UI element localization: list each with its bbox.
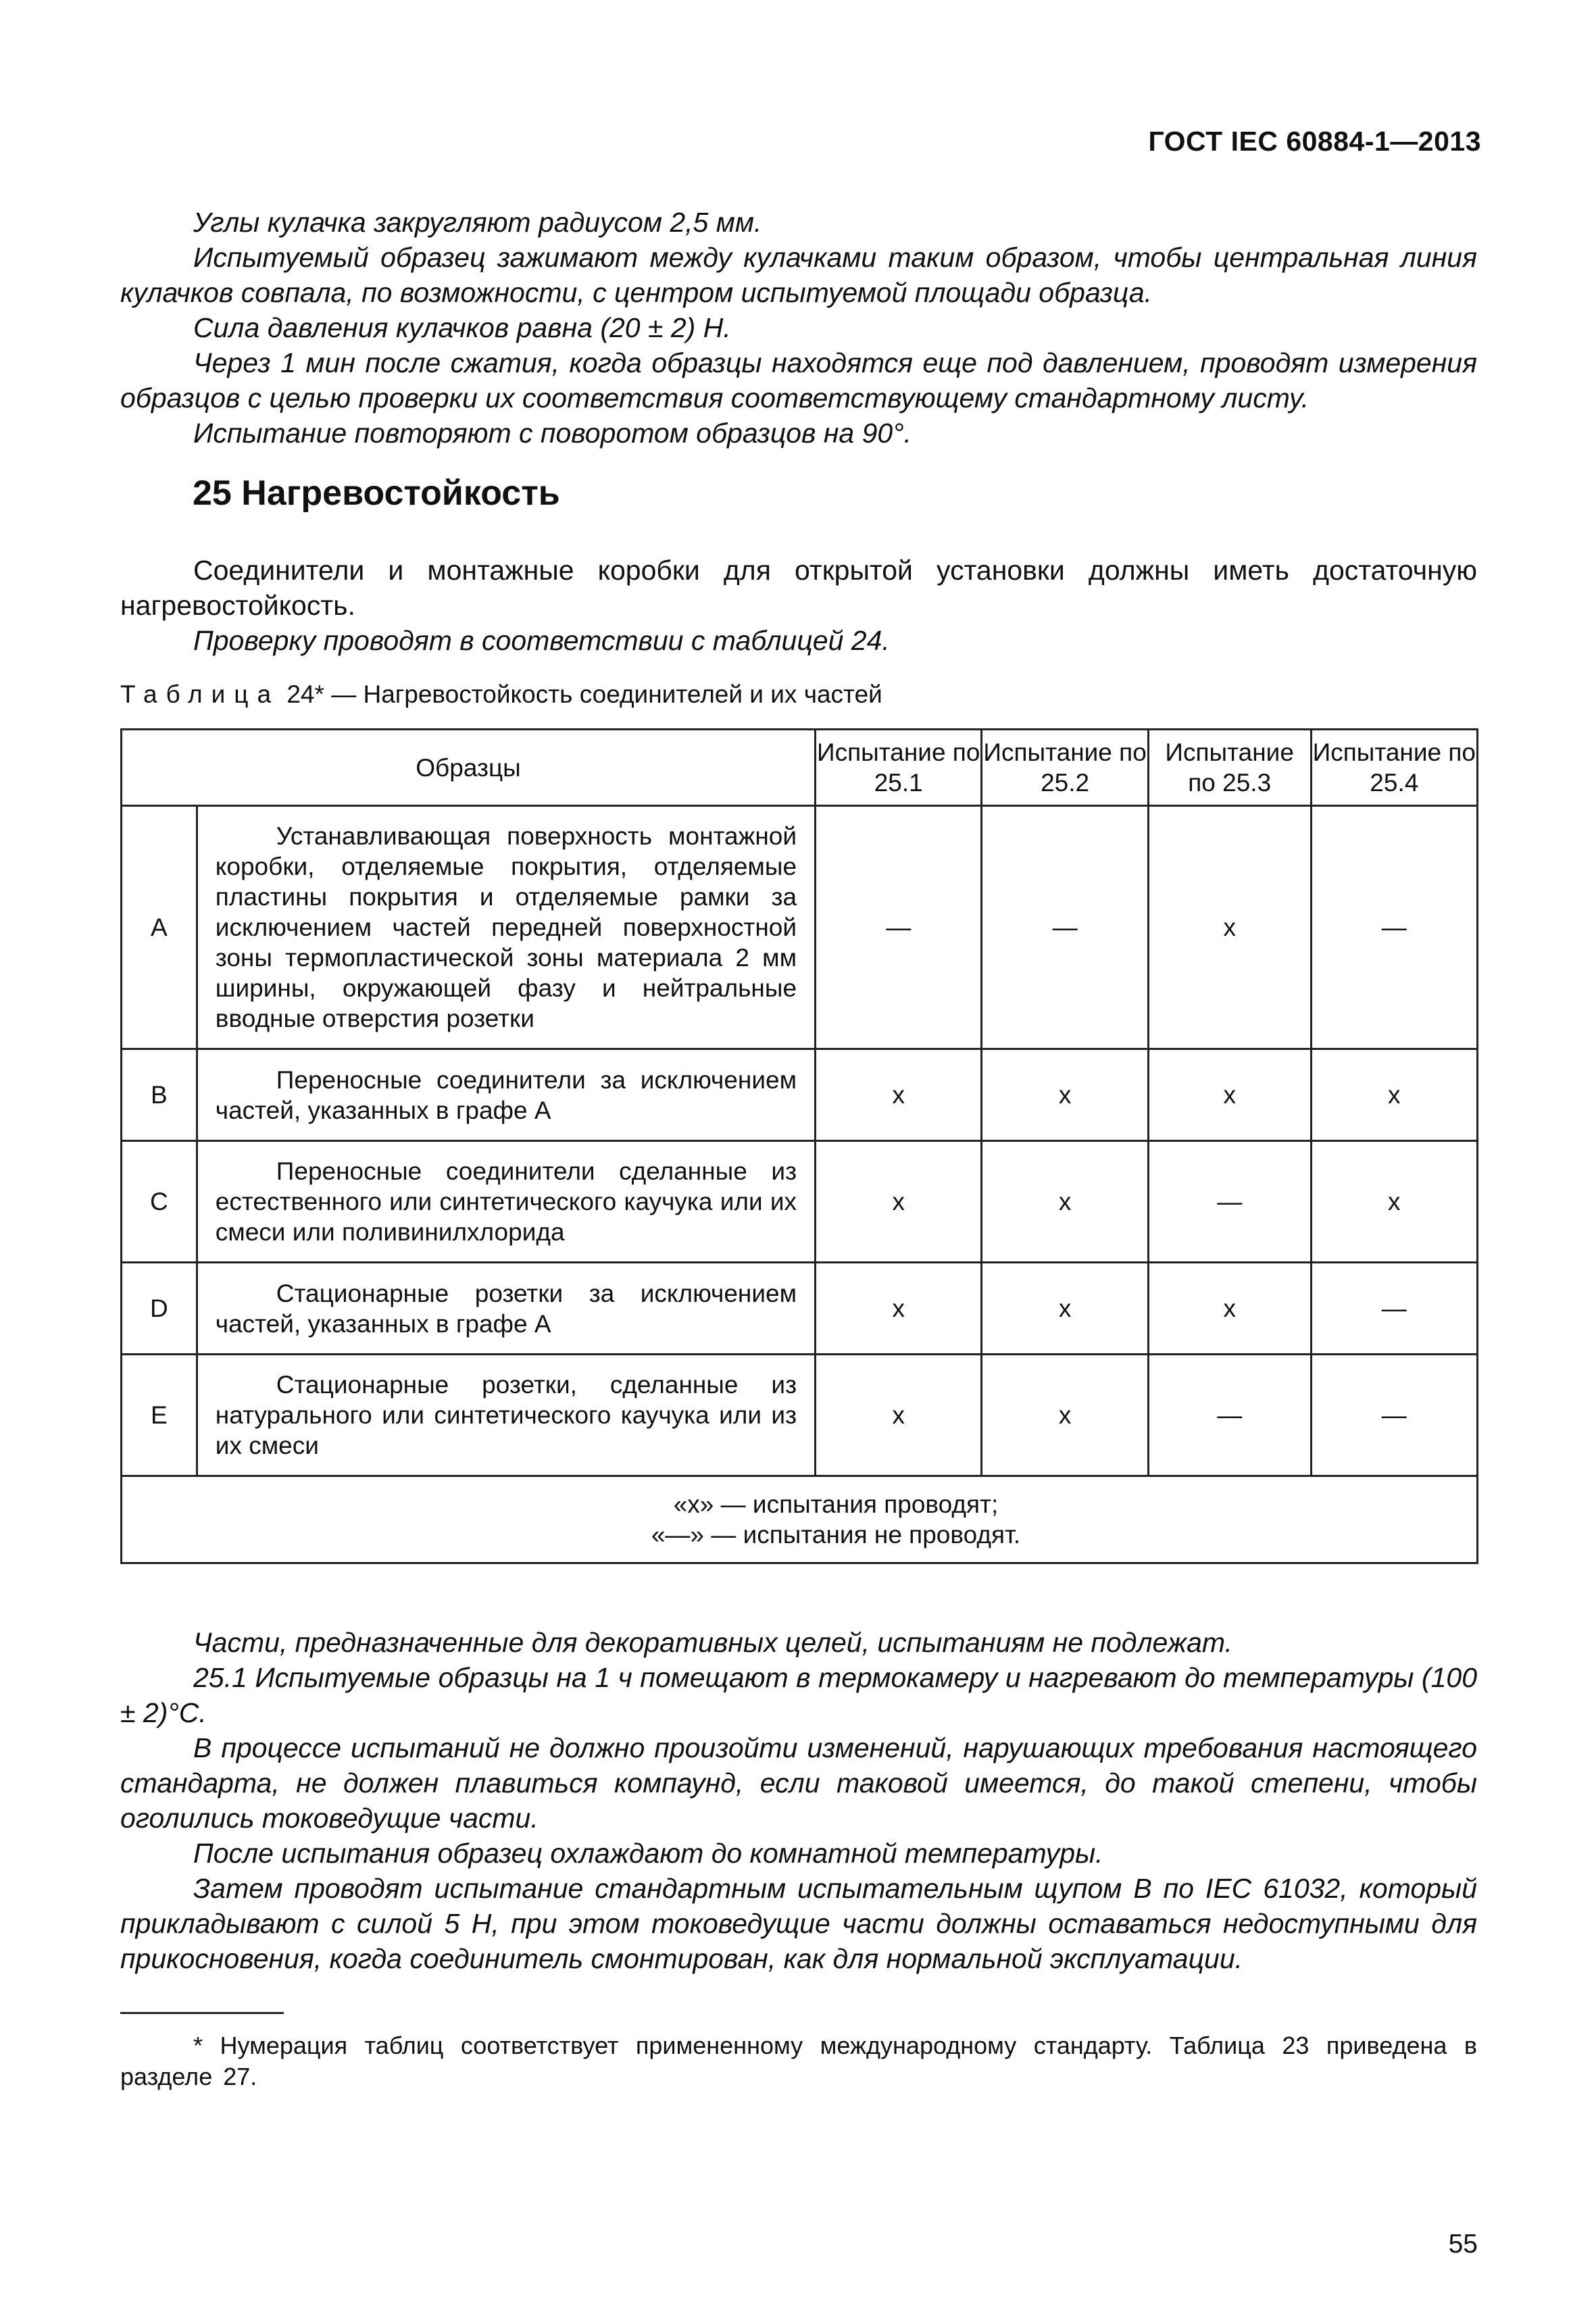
- row-mark-25-1: х: [816, 1263, 982, 1355]
- row-letter: E: [122, 1355, 197, 1476]
- row-mark-25-1: х: [816, 1355, 982, 1476]
- row-letter: A: [122, 806, 197, 1049]
- after-paragraph-2: 25.1 Испытуемые образцы на 1 ч помещают в термокамеру и нагревают до температуры (100 ± 2)°С.: [120, 1662, 1477, 1728]
- section-check: Проверку проводят в соответствии с таблицей 24.: [193, 625, 890, 656]
- table-legend: [122, 1476, 1478, 1563]
- table-header-row: [122, 730, 1478, 806]
- header-samples: Образцы: [122, 730, 816, 806]
- intro-paragraph-3: Сила давления кулачков равна (20 ± 2) Н.: [193, 312, 731, 343]
- footnote-separator: [120, 2012, 284, 2014]
- table-caption: [120, 680, 882, 709]
- header-test-25-3: Испытание по 25.3: [1148, 730, 1311, 806]
- row-mark-25-4: —: [1311, 1263, 1477, 1355]
- row-mark-25-3: —: [1148, 1141, 1311, 1263]
- row-mark-25-4: —: [1311, 1355, 1477, 1476]
- row-mark-25-3: х: [1148, 1049, 1311, 1141]
- table-row: [122, 1355, 1478, 1476]
- heat-resistance-table: [120, 728, 1478, 1564]
- row-mark-25-4: —: [1311, 806, 1477, 1049]
- legend-item-conducted: «х» — испытания проводят;: [673, 1490, 999, 1518]
- row-mark-25-1: —: [816, 806, 982, 1049]
- row-mark-25-1: х: [816, 1141, 982, 1263]
- row-mark-25-4: х: [1311, 1141, 1477, 1263]
- row-mark-25-3: х: [1148, 806, 1311, 1049]
- footnote: * Нумерация таблиц соответствует примененному международному стандарту. Таблица 23 приведена в разделе 27.: [120, 2032, 1477, 2090]
- header-test-25-2: Испытание по 25.2: [982, 730, 1148, 806]
- row-mark-25-3: —: [1148, 1355, 1311, 1476]
- section-text: Соединители и монтажные коробки для открытой установки должны иметь достаточную нагревостойкость.: [120, 555, 1477, 621]
- table-row: [122, 1049, 1478, 1141]
- row-mark-25-2: —: [982, 806, 1148, 1049]
- after-paragraph-5: Затем проводят испытание стандартным испытательным щупом В по IEC 61032, который прикладывают с силой 5 Н, при этом токоведущие части должны оставаться недоступными для прикосновения, когда соединитель смонтирован, как для нормальной эксплуатации.: [120, 1873, 1477, 1974]
- row-description: Переносные соединители сделанные из естественного или синтетического каучука или их смеси или поливинилхлорида: [197, 1141, 815, 1263]
- row-description: Переносные соединители за исключением частей, указанных в графе А: [197, 1049, 815, 1141]
- intro-paragraph-5: Испытание повторяют с поворотом образцов на 90°.: [193, 418, 912, 449]
- intro-paragraph-1: Углы кулачка закругляют радиусом 2,5 мм.: [193, 207, 762, 238]
- row-description: Стационарные розетки, сделанные из натурального или синтетического каучука или из их смеси: [197, 1355, 815, 1476]
- table-caption-prefix: Таблица: [120, 680, 280, 708]
- page-number: 55: [1448, 2230, 1478, 2259]
- legend-item-not-conducted: «—» — испытания не проводят.: [651, 1521, 1021, 1549]
- row-letter: C: [122, 1141, 197, 1263]
- table-row: [122, 806, 1478, 1049]
- table-row: [122, 1263, 1478, 1355]
- row-mark-25-4: х: [1311, 1049, 1477, 1141]
- header-test-25-4: Испытание по 25.4: [1311, 730, 1477, 806]
- row-mark-25-1: х: [816, 1049, 982, 1141]
- intro-paragraph-2: Испытуемый образец зажимают между кулачками таким образом, чтобы центральная линия кулачков совпала, по возможности, с центром испытуемой площади образца.: [120, 242, 1477, 308]
- header-test-25-1: Испытание по 25.1: [816, 730, 982, 806]
- row-mark-25-2: х: [982, 1141, 1148, 1263]
- after-paragraph-4: После испытания образец охлаждают до комнатной температуры.: [193, 1838, 1103, 1869]
- after-paragraph-3: В процессе испытаний не должно произойти изменений, нарушающих требования настоящего стандарта, не должен плавиться компаунд, если таковой имеется, до такой степени, чтобы оголились токоведущие части.: [120, 1732, 1477, 1834]
- row-letter: D: [122, 1263, 197, 1355]
- row-description: Устанавливающая поверхность монтажной коробки, отделяемые покрытия, отделяемые пластины покрытия и отделяемые рамки за исключением частей передней поверхностной зоны термопластической зоны материала 2 мм ширины, окружающей фазу и нейтральные вводные отверстия розетки: [197, 806, 815, 1049]
- after-paragraph-1: Части, предназначенные для декоративных целей, испытаниям не подлежат.: [193, 1627, 1232, 1658]
- row-mark-25-2: х: [982, 1355, 1148, 1476]
- standard-header: ГОСТ IEC 60884-1—2013: [1148, 126, 1481, 157]
- table-legend-row: [122, 1476, 1478, 1563]
- intro-paragraph-4: Через 1 мин после сжатия, когда образцы находятся еще под давлением, проводят измерения образцов с целью проверки их соответствия соответствующему стандартному листу.: [120, 347, 1477, 413]
- row-mark-25-3: х: [1148, 1263, 1311, 1355]
- row-mark-25-2: х: [982, 1263, 1148, 1355]
- row-description: Стационарные розетки за исключением частей, указанных в графе А: [197, 1263, 815, 1355]
- table-row: [122, 1141, 1478, 1263]
- row-mark-25-2: х: [982, 1049, 1148, 1141]
- row-letter: B: [122, 1049, 197, 1141]
- table-caption-text: 24* — Нагревостойкость соединителей и их частей: [286, 680, 882, 708]
- section-heading: 25 Нагревостойкость: [193, 474, 560, 513]
